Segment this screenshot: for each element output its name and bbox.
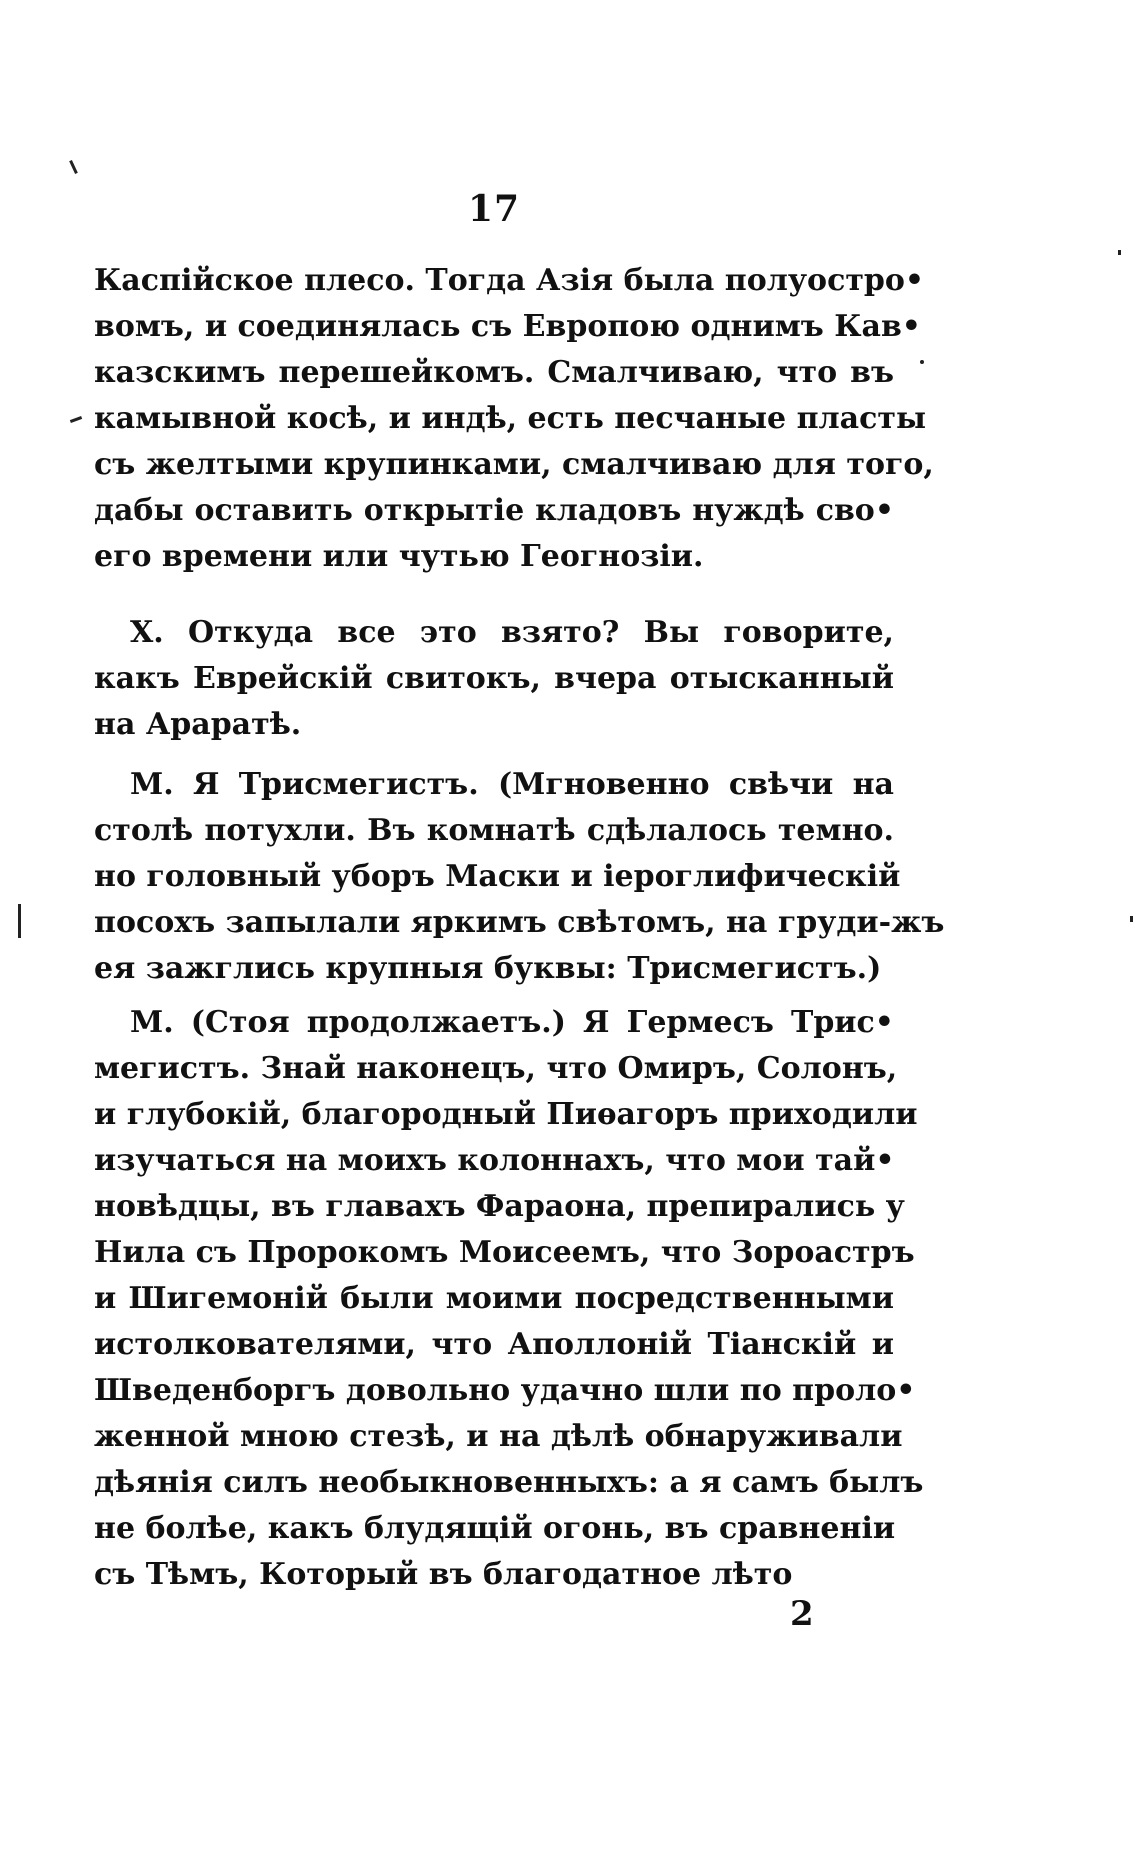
text-line: М. Я Трисмегистъ. (Мгновенно свѣчи на <box>130 767 894 802</box>
text-line: М. (Стоя продолжаетъ.) Я Гермесъ Трис• <box>130 1005 894 1040</box>
scan-speck <box>1118 250 1121 255</box>
text-line: на Араратѣ. <box>94 707 302 742</box>
scan-speck <box>69 160 78 174</box>
text-line: мегистъ. Знай наконецъ, что Омиръ, Солонъ, <box>94 1051 898 1086</box>
text-line: посохъ запылали яркимъ свѣтомъ, на груди-жъ <box>94 905 945 940</box>
text-line: столѣ потухли. Въ комнатѣ сдѣлалось темно. <box>94 813 894 848</box>
text-line: не болѣе, какъ блудящій огонь, въ сравненіи <box>94 1511 896 1546</box>
page-number: 17 <box>468 188 521 230</box>
text-line: его времени или чутью Геогнозіи. <box>94 539 704 574</box>
text-line: вомъ, и соединялась съ Европою однимъ Кав• <box>94 309 921 344</box>
scan-speck <box>70 416 82 423</box>
scan-speck <box>18 904 21 938</box>
paragraph-3 <box>94 762 945 992</box>
text-line: истолкователями, что Аполлоній Тіанскій и <box>94 1327 894 1362</box>
text-line: женной мною стезѣ, и на дѣлѣ обнаруживали <box>94 1419 903 1454</box>
text-line: камывной косѣ, и индѣ, есть песчаные пласты <box>94 401 927 436</box>
paragraph-2 <box>94 610 894 748</box>
text-line: съ желтыми крупинками, смалчиваю для того, <box>94 447 934 482</box>
text-line: ея зажглись крупныя буквы: Трисмегистъ.) <box>94 951 882 986</box>
text-line: дабы оставить открытіе кладовъ нуждѣ сво• <box>94 493 894 528</box>
scan-speck <box>1130 916 1133 922</box>
signature-mark: 2 <box>790 1594 814 1634</box>
text-line: Х. Откуда все это взято? Вы говорите, <box>130 615 894 650</box>
text-line: изучаться на моихъ колоннахъ, что мои тай• <box>94 1143 895 1178</box>
text-line: и глубокій, благородный Пиѳагоръ приходили <box>94 1097 918 1132</box>
text-line: Шведенборгъ довольно удачно шли по проло• <box>94 1373 916 1408</box>
text-line: казскимъ перешейкомъ. Смалчиваю, что въ <box>94 355 894 390</box>
paragraph-1 <box>94 258 934 580</box>
text-line: но головный уборъ Маски и іероглифическій <box>94 859 901 894</box>
scan-speck <box>920 360 924 364</box>
text-line: Нила съ Пророкомъ Моисеемъ, что Зороастръ <box>94 1235 915 1270</box>
paragraph-4 <box>94 1000 924 1598</box>
text-line: Каспійское плесо. Тогда Азія была полуостро• <box>94 263 925 298</box>
text-line: новѣдцы, въ главахъ Фараона, препирались у <box>94 1189 905 1224</box>
text-line: и Шигемоній были моими посредственными <box>94 1281 894 1316</box>
text-line: какъ Еврейскій свитокъ, вчера отысканный <box>94 661 894 696</box>
text-line: дѣянія силъ необыкновенныхъ: а я самъ былъ <box>94 1465 924 1500</box>
text-line: съ Тѣмъ, Который въ благодатное лѣто <box>94 1557 793 1592</box>
